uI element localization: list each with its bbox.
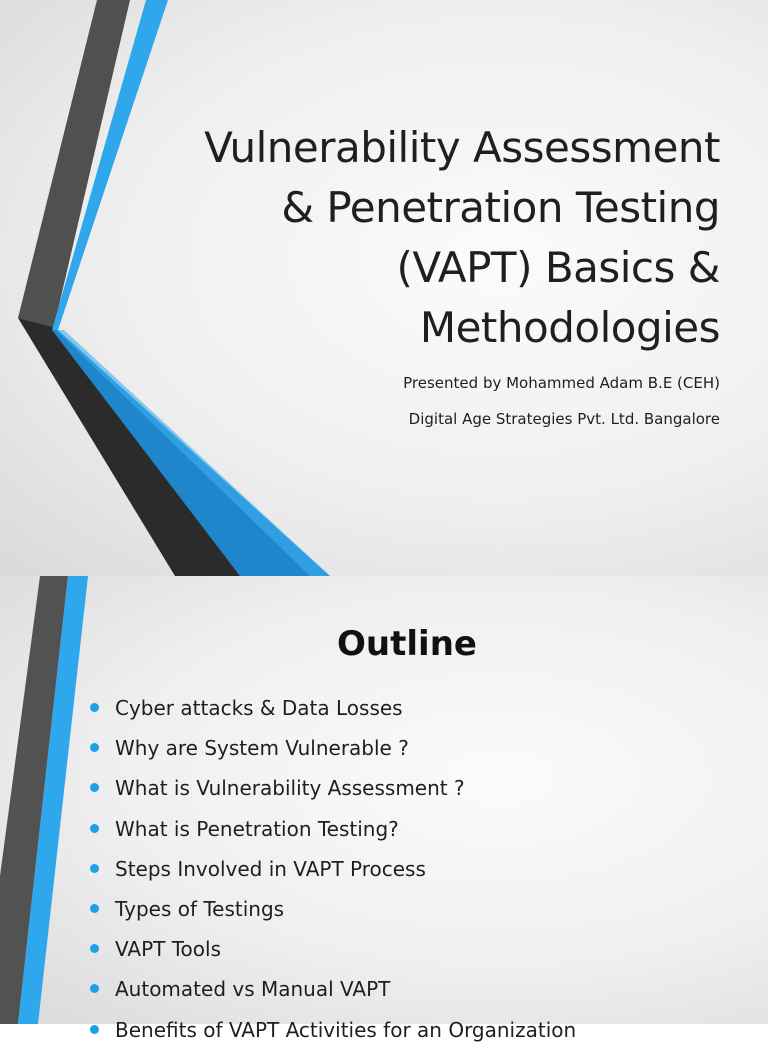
title-line: Methodologies bbox=[419, 303, 720, 352]
bullet-icon bbox=[90, 864, 99, 873]
outline-heading: Outline bbox=[337, 624, 477, 664]
list-item bbox=[90, 809, 576, 849]
slide-title bbox=[80, 118, 720, 358]
outline-slide bbox=[0, 576, 768, 1042]
organization-text: Digital Age Strategies Pvt. Ltd. Bangalore bbox=[408, 410, 720, 428]
list-item bbox=[90, 849, 576, 889]
bullet-icon bbox=[90, 703, 99, 712]
list-item bbox=[90, 889, 576, 929]
list-item-text: Types of Testings bbox=[115, 896, 285, 921]
outline-list bbox=[90, 688, 576, 1050]
bullet-icon bbox=[90, 783, 99, 792]
list-item-text: Benefits of VAPT Activities for an Organization bbox=[115, 1017, 577, 1042]
list-item-text: Cyber attacks & Data Losses bbox=[115, 696, 403, 720]
list-item-text: What is Penetration Testing? bbox=[115, 816, 399, 841]
bullet-icon bbox=[90, 824, 99, 833]
list-item-text: What is Vulnerability Assessment ? bbox=[115, 776, 465, 801]
presenter-text: Presented by Mohammed Adam B.E (CEH) bbox=[403, 374, 720, 392]
list-item-text: Automated vs Manual VAPT bbox=[115, 977, 391, 1002]
list-item bbox=[90, 688, 576, 728]
bullet-icon bbox=[90, 743, 99, 752]
bullet-icon bbox=[90, 904, 99, 913]
list-item-text: Steps Involved in VAPT Process bbox=[115, 856, 426, 881]
bullet-icon bbox=[90, 944, 99, 953]
title-line: (VAPT) Basics & bbox=[396, 243, 720, 292]
title-line: & Penetration Testing bbox=[281, 183, 720, 232]
list-item bbox=[90, 929, 576, 969]
list-item-text: VAPT Tools bbox=[115, 937, 221, 962]
list-item bbox=[90, 969, 576, 1009]
list-item bbox=[90, 728, 576, 768]
list-item bbox=[90, 1010, 576, 1050]
list-item-text: Why are System Vulnerable ? bbox=[115, 736, 409, 761]
bullet-icon bbox=[90, 1025, 99, 1034]
bullet-icon bbox=[90, 984, 99, 993]
list-item bbox=[90, 768, 576, 808]
title-line: Vulnerability Assessment bbox=[204, 123, 720, 172]
